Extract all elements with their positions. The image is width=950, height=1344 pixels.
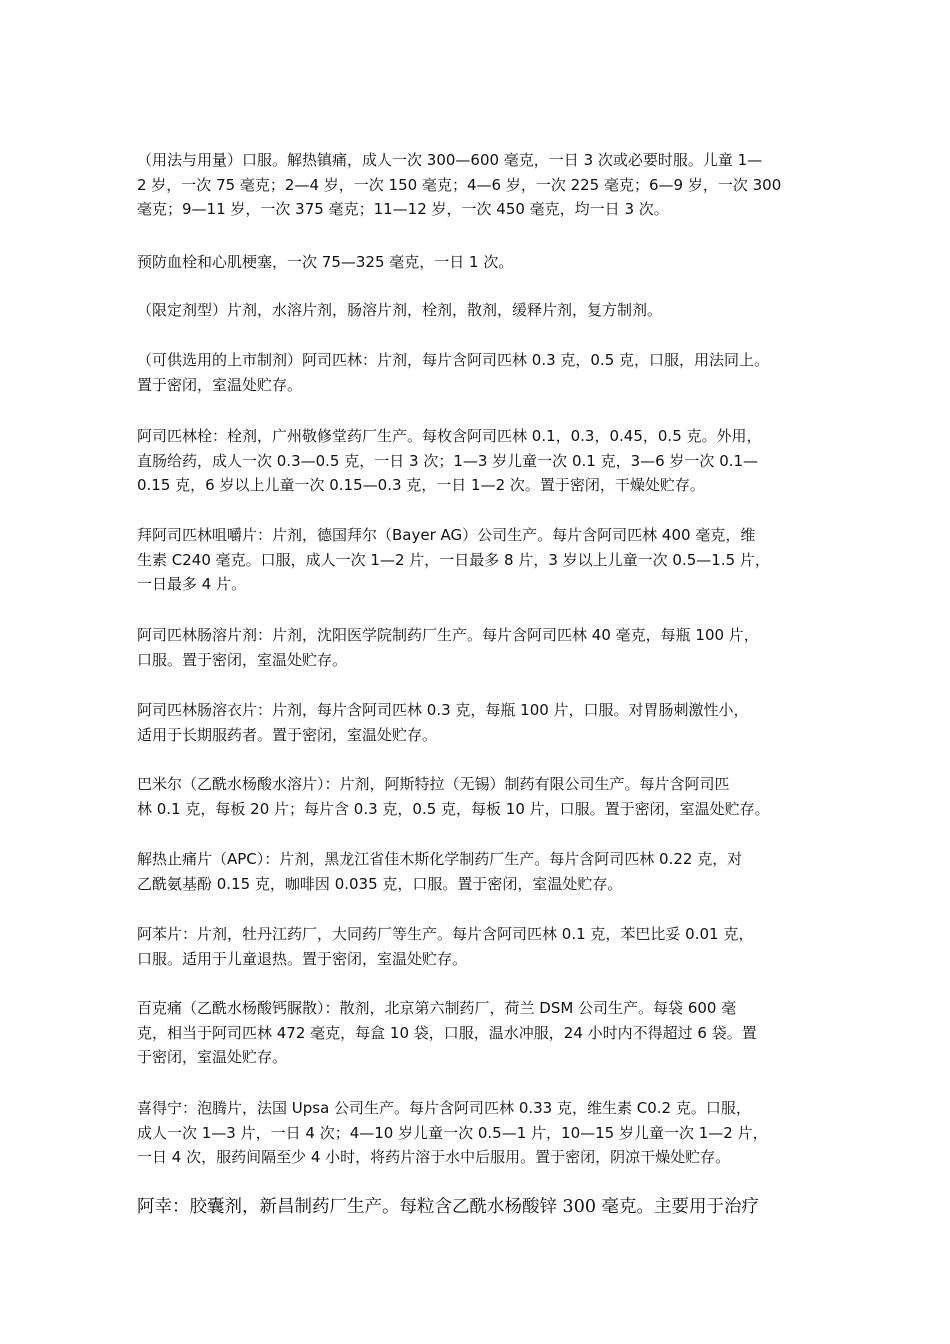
paragraph-baiketong: 百克痛（乙酰水杨酸钙脲散）：散剂，北京第六制药厂，荷兰 DSM 公司生产。每袋 600 毫 克，相当于阿司匹林 472 毫克，每盒 10 袋，口服，温水冲服，24 小时内不得超过 6 袋。置 于密闭，室温处贮存。 — [137, 999, 757, 1066]
paragraph-xidening: 喜得宁：泡腾片，法国 Upsa 公司生产。每片含阿司匹林 0.33 克，维生素 C0.2 克。口服， 成人一次 1—3 片，一日 4 次；4—10 岁儿童一次 0.5—1 片，10—15 岁儿童一次 1—2 片， 一日 4 次，服药间隔至少 4 小时，将药片溶于水中后服用。置于密闭，阴凉干燥处贮存。 — [137, 1099, 768, 1166]
paragraph-usage-dosage: （用法与用量）口服。解热镇痛，成人一次 300—600 毫克，一日 3 次或必要时服。儿童 1— 2 岁，一次 75 毫克；2—4 岁，一次 150 毫克；4—6 岁，一次 225 毫克；6—9 岁，一次 300 毫克；9—11 岁，一次 375 毫克；11—12 岁，一次 450 毫克，均一日 3 次。 — [137, 151, 782, 218]
paragraph-enteric-tablet: 阿司匹林肠溶片剂：片剂，沈阳医学院制药厂生产。每片含阿司匹林 40 毫克，每瓶 100 片， 口服。置于密闭，室温处贮存。 — [137, 626, 759, 669]
paragraph-abenpian: 阿苯片：片剂，牡丹江药厂，大同药厂等生产。每片含阿司匹林 0.1 克，苯巴比妥 0.01 克， 口服。适用于儿童退热。置于密闭，室温处贮存。 — [137, 925, 754, 968]
paragraph-bamier: 巴米尔（乙酰水杨酸水溶片）：片剂，阿斯特拉（无锡）制药有限公司生产。每片含阿司匹 林 0.1 克，每板 20 片；每片含 0.3 克，0.5 克，每板 10 片，口服。置于密闭，室温处贮存。 — [137, 775, 770, 818]
paragraph-bayer-chewable: 拜阿司匹林咀嚼片：片剂，德国拜尔（Bayer AG）公司生产。每片含阿司匹林 400 毫克，维 生素 C240 毫克。口服，成人一次 1—2 片，一日最多 8 片，3 岁以上儿童一次 0.5—1.5 片， 一日最多 4 片。 — [137, 526, 770, 593]
paragraph-apc: 解热止痛片（APC）：片剂，黑龙江省佳木斯化学制药厂生产。每片含阿司匹林 0.22 克，对 乙酰氨基酚 0.15 克，咖啡因 0.035 克，口服。置于密闭，室温处贮存。 — [137, 850, 743, 893]
paragraph-axing: 阿幸：胶囊剂，新昌制药厂生产。每粒含乙酰水杨酸锌 300 毫克。主要用于治疗 — [137, 1197, 760, 1217]
paragraph-enteric-coated-tablet: 阿司匹林肠溶衣片：片剂，每片含阿司匹林 0.3 克，每瓶 100 片，口服。对胃肠刺激性小， 适用于长期服药者。置于密闭，室温处贮存。 — [137, 701, 749, 744]
paragraph-marketed-preparations: （可供选用的上市制剂）阿司匹林：片剂，每片含阿司匹林 0.3 克，0.5 克，口服，用法同上。 置于密闭，室温处贮存。 — [137, 351, 770, 394]
paragraph-dosage-forms: （限定剂型）片剂，水溶片剂，肠溶片剂，栓剂，散剂，缓释片剂，复方制剂。 — [137, 301, 663, 319]
paragraph-thrombosis-prevention: 预防血栓和心肌梗塞，一次 75—325 毫克，一日 1 次。 — [137, 253, 514, 271]
paragraph-aspirin-suppository: 阿司匹林栓：栓剂，广州敬修堂药厂生产。每枚含阿司匹林 0.1，0.3，0.45，0.5 克。外用， 直肠给药，成人一次 0.3—0.5 克，一日 3 次；1—3 岁儿童一次 0.1 克，3—6 岁一次 0.1— 0.15 克，6 岁以上儿童一次 0.15—0.3 克，一日 1—2 次。置于密闭，干燥处贮存。 — [137, 427, 762, 494]
